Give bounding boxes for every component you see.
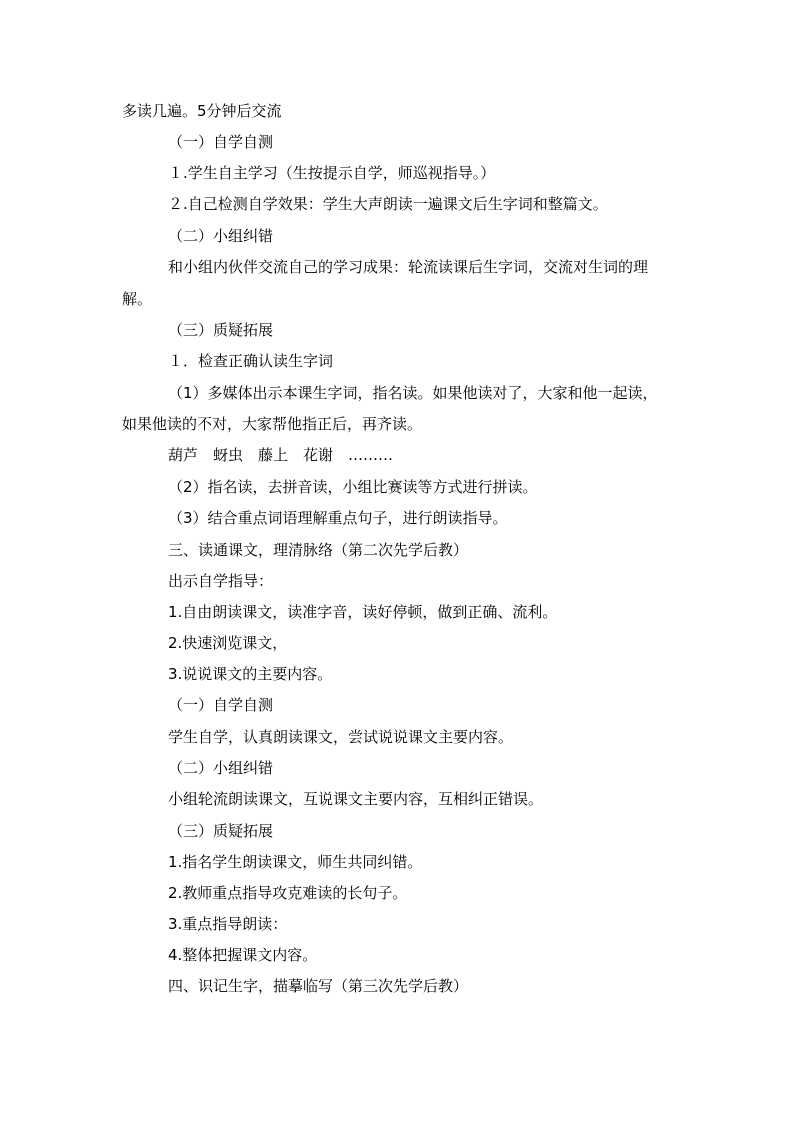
text-line: 4.整体把握课文内容。 [168,946,318,964]
text-line: 2.快速浏览课文， [168,634,288,652]
text-line: 1.指名学生朗读课文，师生共同纠错。 [168,853,423,871]
text-line: 1.自由朗读课文，读准字音，读好停顿，做到正确、流利。 [168,603,558,621]
text-line: （三）质疑拓展 [168,822,274,840]
text-line: 和小组内伙伴交流自己的学习成果：轮流读课后生字词，交流对生词的理 [168,258,649,276]
text-line: （3）结合重点词语理解重点句子，进行朗读指导。 [168,509,508,527]
text-line: １.学生自主学习（生按提示自学，师巡视指导。） [168,164,496,182]
text-line: （二）小组纠错 [168,759,274,777]
text-line: 2.教师重点指导攻克难读的长句子。 [168,884,408,902]
text-line: （二）小组纠错 [168,227,274,245]
text-line: （2）指名读，去拼音读，小组比赛读等方式进行拼读。 [168,478,538,496]
text-line: （1）多媒体出示本课生字词，指名读。如果他读对了，大家和他一起读， [168,384,658,402]
text-line: 小组轮流朗读课文，互说课文主要内容，互相纠正错误。 [168,790,544,808]
section-heading: 三、读通课文，理清脉络（第二次先学后教） [168,541,469,559]
text-line: 多读几遍。5分钟后交流 [122,102,282,120]
text-line: ２.自己检测自学效果：学生大声朗读一遍课文后生字词和整篇文。 [168,195,608,213]
text-line: 出示自学指导： [168,572,274,590]
text-line: （一）自学自测 [168,133,274,151]
text-line: 解。 [122,290,153,308]
section-heading: 四、识记生字，描摹临写（第三次先学后教） [168,977,469,995]
text-line: 3.说说课文的主要内容。 [168,665,333,683]
text-line: 学生自学，认真朗读课文，尝试说说课文主要内容。 [168,728,514,746]
text-line: １．检查正确认读生字词 [168,352,334,370]
vocabulary-line: 葫芦 蚜虫 藤上 花谢 ……… [168,446,394,464]
text-line: （三）质疑拓展 [168,321,274,339]
text-line: 3.重点指导朗读： [168,915,288,933]
text-line: （一）自学自测 [168,696,274,714]
text-line: 如果他读的不对，大家帮他指正后，再齐读。 [122,415,423,433]
